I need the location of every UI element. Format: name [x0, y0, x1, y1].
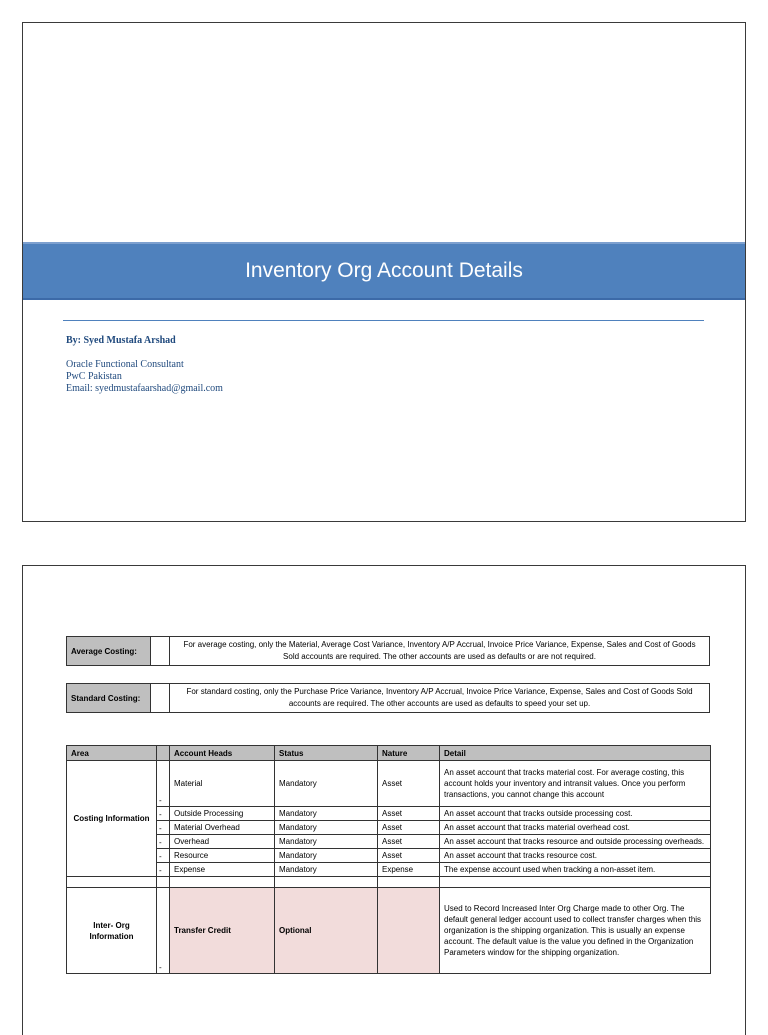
header-nature: Nature — [378, 746, 440, 761]
header-status: Status — [275, 746, 378, 761]
table-row: Inter- Org Information - Transfer Credit Optional Used to Record Increased Inter Org Charge made to other Org. The default general ledger account used to collect transfer charges when this organization is the shipping organization. This is usually an expense account. The default value is the value you defined in the Organization Parameters window for the shipping organization. — [67, 888, 711, 974]
header-area: Area — [67, 746, 157, 761]
spacer-row — [67, 877, 711, 888]
table-row: - Resource Mandatory Asset An asset account that tracks resource cost. — [67, 849, 711, 863]
costing-area-cell: Costing Information — [67, 761, 157, 877]
author-role: Oracle Functional Consultant — [66, 359, 184, 370]
table-row: - Overhead Mandatory Asset An asset account that tracks resource and outside processing overheads. — [67, 835, 711, 849]
author-line: By: Syed Mustafa Arshad — [66, 335, 176, 346]
title-divider — [63, 320, 704, 321]
cover-page — [22, 22, 746, 522]
header-detail: Detail — [440, 746, 711, 761]
standard-costing-text: For standard costing, only the Purchase Price Variance, Inventory A/P Accrual, Invoice Price Variance, Expense, Sales and Cost of Goods Sold accounts are required. The other accounts are used as defaults to speed your set up. — [186, 687, 693, 708]
average-costing-box — [66, 636, 710, 666]
account-table — [66, 745, 711, 974]
header-account-heads: Account Heads — [170, 746, 275, 761]
standard-costing-label: Standard Costing: — [67, 684, 151, 712]
standard-costing-box — [66, 683, 710, 713]
table-row: - Expense Mandatory Expense The expense account used when tracking a non-asset item. — [67, 863, 711, 877]
average-costing-label: Average Costing: — [67, 637, 151, 665]
table-row: Costing Information - Material Mandatory Asset An asset account that tracks material cost. For average costing, this account holds your inventory and intransit values. Once you perform transactions, you cannot change this account — [67, 761, 711, 807]
interorg-area-cell: Inter- Org Information — [67, 888, 157, 974]
table-row: - Outside Processing Mandatory Asset An asset account that tracks outside processing cost. — [67, 807, 711, 821]
author-company: PwC Pakistan — [66, 371, 122, 382]
author-info — [66, 359, 223, 395]
header-blank — [157, 746, 170, 761]
author-email: Email: syedmustafaarshad@gmail.com — [66, 383, 223, 394]
document-title: Inventory Org Account Details — [23, 242, 745, 300]
average-costing-text: For average costing, only the Material, Average Cost Variance, Inventory A/P Accrual, Invoice Price Variance, Expense, Sales and Cost of Goods Sold accounts are required. The other accounts are used as defaults or are not required. — [183, 640, 696, 661]
details-page — [22, 565, 746, 1035]
table-row: - Material Overhead Mandatory Asset An asset account that tracks material overhead cost. — [67, 821, 711, 835]
table-header-row — [67, 746, 711, 761]
